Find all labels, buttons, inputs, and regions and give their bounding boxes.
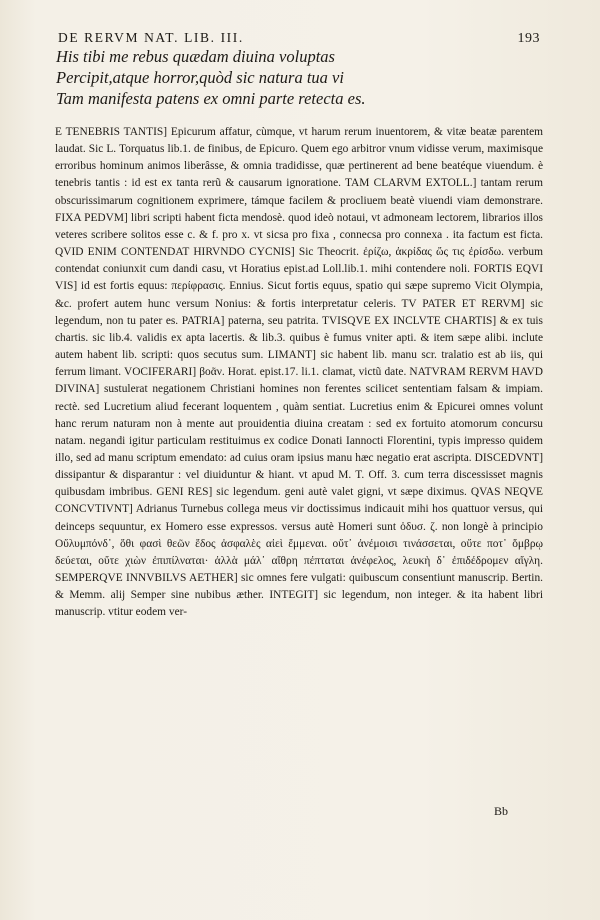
running-head-title: DE RERVM NAT. LIB. III. [58, 30, 244, 45]
page-number: 193 [517, 31, 540, 46]
verse-line: His tibi me rebus quædam diuina voluptas [56, 47, 335, 66]
running-head [58, 30, 540, 47]
verse-line: Tam manifesta patens ex omni parte retecta es. [56, 89, 366, 108]
commentary-text: E TENEBRIS TANTIS] Epicurum affatur, cùmque, vt harum rerum inuentorem, & vitæ beatæ parentem laudat. Sic L. Torquatus lib.1. de finibus, de Epicuro. Quem ego arbitror vnum vidisse verum, maximisque erroribus hominum animos liberâsse, & omnia tradidisse, quæ pertinerent ad bene beatéque viuendum. è tenebris tantis : id est ex tanta rerũ & causarum ignoratione. TAM CLARVM EXTOLL.] tantam rerum obscurissimarum cognitionem exprimere, támque facilem & procliuem beatè viuendi viam demonstrare. FIXA PEDVM] libri scripti habent ficta mendosè. quod ideò notaui, vt admoneam lectorem, librarios illos veteres scribere solitos esse c. & f. pro x. vt sicsa pro fixa , connecsa pro connexa . ita factum est ficta. QVID ENIM CONTENDAT HIRVNDO CYCNIS] Sic Theocrit. ἐρίζω, ἀκρίδας ὥς τις ἐρίσδω. verbum contendat coniunxit cum dandi casu, vt Horatius epist.ad Loll.lib.1. mihi contendere noli. FORTIS EQVI VIS] id est fortis equus: περίφρασις. Ennius. Sicut fortis equus, spatio qui sæpe supremo Vicit Olympia, &c. profert autem hunc versum Nonius: & fortis interpretatur celeris. TV PATER ET RERVM] sic legendum, non tu pater es. PATRIA] paterna, seu patrita. TVISQVE EX INCLVTE CHARTIS] & ex tuis chartis. sic lib.4. validis ex apta lacertis. & lib.3. quibus è fumus vniter apti. & item sæpe alibi. inclute autem habent lib. scripti: quos secutus sum. LIMANT] sic habent lib. manu scr. tralatio est ab iis, qui ferrum limant. VOCIFERARI] βοᾶν. Horat. epist.17. li.1. clamat, victũ date. NATVRAM RERVM HAVD DIVINA] sustulerat negationem Christiani homines non ferentes scilicet sententiam falsam & impiam. rectè. sed Lucretium aliud fecerant loquentem , quàm sentiat. Lucretius enim & Epicurei omnes volunt hanc rerum naturam non à mente aut prouidentia diuina creatam : sed ex fortuito atomorum concursu natam. negandi igitur particulam restituimus ex codice Donati Iannocti Florentini, typis impresso quidem illo, sed ad manu scriptum emendato: ad cuius oram ipsius manu hæc negatio erat ascripta. DISCEDVNT] dissipantur & disparantur : vel diuiduntur & hiant. vt apud M. T. Off. 3. cum terra discessisset magnis quibusdam imbribus. GENI RES] sic legendum. geni autè valet gigni, vt sæpe diximus. QVAS NEQVE CONCVTIVNT] Adrianus Turnebus collega meus vir doctissimus indicauit mihi hos quattuor versus, qui deinceps sequuntur, ex Homero esse expressos. versus autè Homeri sunt ὀδυσ. ζ. non longè à principio Οὔλυμπόνδ᾽, ὅθι φασὶ θεῶν ἕδος ἀσφαλὲς αἰεὶ ἔμμεναι. οὔτ᾽ ἀνέμοισι τινάσσεται, οὔτε ποτ᾽ ὄμβρῳ δεύεται, οὔτε χιὼν ἐπιπίλναται· ἀλλὰ μάλ᾽ αἴθρη πέπταται ἀνέφελος, λευκὴ δ᾽ ἐπιδέδρομεν αἴγλη. SEMPERQVE INNVBILVS AETHER] sic omnes fere vulgati: quibuscum consentiunt manuscrip. Bertin. & Memm. alij Semper sine nubibus æther. INTEGIT] sic legendum, non integer. & ita habent libri manuscrip. vtitur eodem ver- [55, 126, 543, 619]
catchword-signature: Bb [494, 804, 509, 818]
verse-line: Percipit,atque horror,quòd sic natura tua vi [56, 68, 344, 87]
commentary-block [55, 124, 543, 622]
verse-epigraph [56, 46, 536, 109]
